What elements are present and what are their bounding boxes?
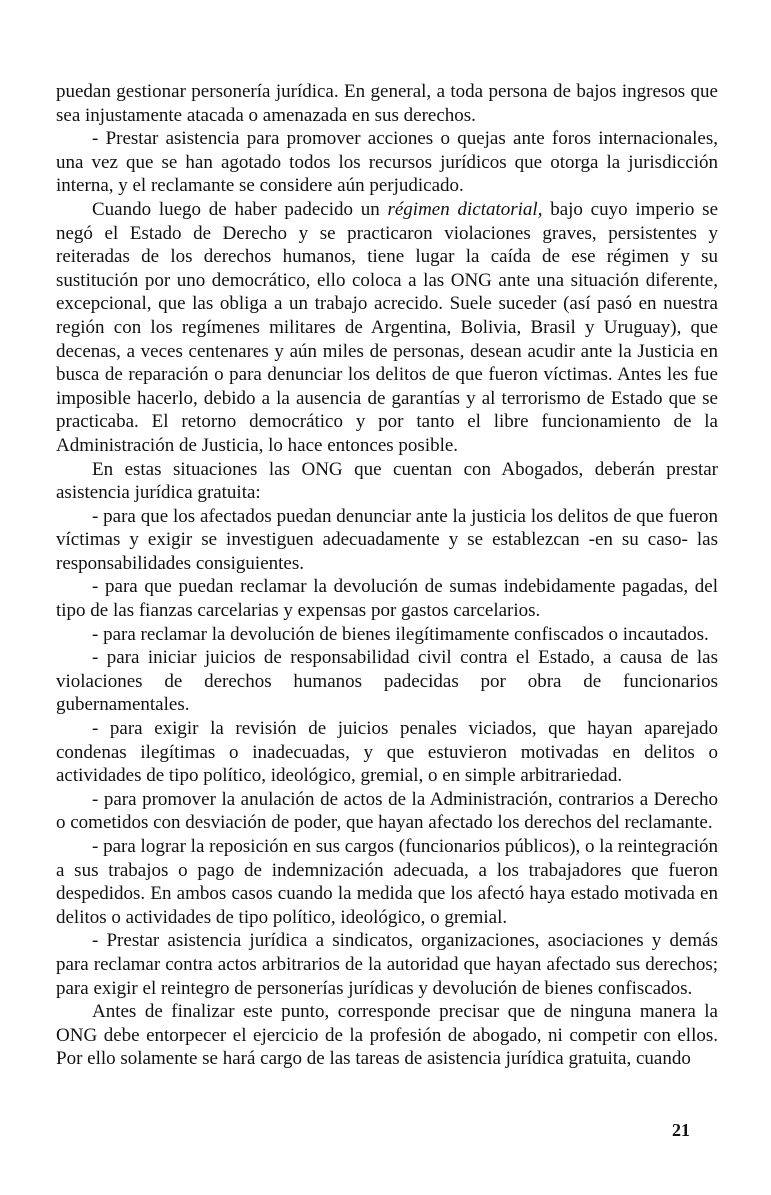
paragraph-7: - para reclamar la devolución de bienes ilegítimamente confiscados o incautados. <box>92 623 709 645</box>
paragraph-8: - para iniciar juicios de responsabilidad civil contra el Estado, a causa de las violaciones de derechos humanos padecidas por obra de funcionarios gubernamentales. <box>56 647 718 716</box>
paragraph-12: - Prestar asistencia jurídica a sindicatos, organizaciones, asociaciones y demás para reclamar contra actos arbitrarios de la autoridad que hayan afectado sus derechos; para exigir el reintegro de personerías jurídicas y devolución de bienes confiscados. <box>56 930 718 999</box>
paragraph-10: - para promover la anulación de actos de la Administración, contrarios a Derecho o cometidos con desviación de poder, que hayan afectado los derechos del reclamante. <box>56 788 718 834</box>
document-body <box>56 80 718 1071</box>
paragraph-13: Antes de finalizar este punto, corresponde precisar que de ninguna manera la ONG debe entorpecer el ejercicio de la profesión de abogado, ni competir con ellos. Por ello solamente se hará cargo de las tareas de asistencia jurídica gratuita, cuando <box>56 1001 718 1070</box>
paragraph-9: - para exigir la revisión de juicios penales viciados, que hayan aparejado condenas ilegítimas o inadecuadas, y que estuvieron motivadas en delitos o actividades de tipo político, ideológico, gremial, o en simple arbitrariedad. <box>56 718 718 787</box>
paragraph-2: - Prestar asistencia para promover acciones o quejas ante foros internacionales, una vez que se han agotado todos los recursos jurídicos que otorga la jurisdicción interna, y el reclamante se considere aún perjudicado. <box>56 128 718 197</box>
paragraph-5: - para que los afectados puedan denunciar ante la justicia los delitos de que fueron víctimas y exigir se investiguen adecuadamente y se establezcan -en su caso- las responsabilidades consiguientes. <box>56 505 718 574</box>
paragraph-3: Cuando luego de haber padecido un régimen dictatorial, bajo cuyo imperio se negó el Estado de Derecho y se practicaron violaciones graves, persistentes y reiteradas de los derechos humanos, tiene lugar la caída de ese régimen y su sustitución por uno democrático, ello coloca a las ONG ante una situación diferente, excepcional, que las obliga a un trabajo acrecido. Suele suceder (así pasó en nuestra región con los regímenes militares de Argentina, Bolivia, Brasil y Uruguay), que decenas, a veces centenares y aún miles de personas, desean acudir ante la Justicia en busca de reparación o para denunciar los delitos de que fueron víctimas. Antes les fue imposible hacerlo, debido a la ausencia de garantías y al terrorismo de Estado que se practicaba. El retorno democrático y por tanto el libre funcionamiento de la Administración de Justicia, lo hace entonces posible. <box>56 198 719 456</box>
paragraph-1: puedan gestionar personería jurídica. En general, a toda persona de bajos ingresos que sea injustamente atacada o amenazada en sus derechos. <box>56 81 718 126</box>
emphasized-term: régimen dictatorial <box>387 198 538 220</box>
paragraph-4: En estas situaciones las ONG que cuentan con Abogados, deberán prestar asistencia jurídica gratuita: <box>56 458 718 504</box>
page-number: 21 <box>672 1120 690 1140</box>
paragraph-11: - para lograr la reposición en sus cargos (funcionarios públicos), o la reintegración a sus trabajos o pago de indemnización adecuada, a los trabajadores que fueron despedidos. En ambos casos cuando la medida que los afectó haya estado motivada en delitos o actividades de tipo político, ideológico, o gremial. <box>56 836 718 928</box>
paragraph-6: - para que puedan reclamar la devolución de sumas indebidamente pagadas, del tipo de las fianzas carcelarias y expensas por gastos carcelarios. <box>56 576 718 622</box>
